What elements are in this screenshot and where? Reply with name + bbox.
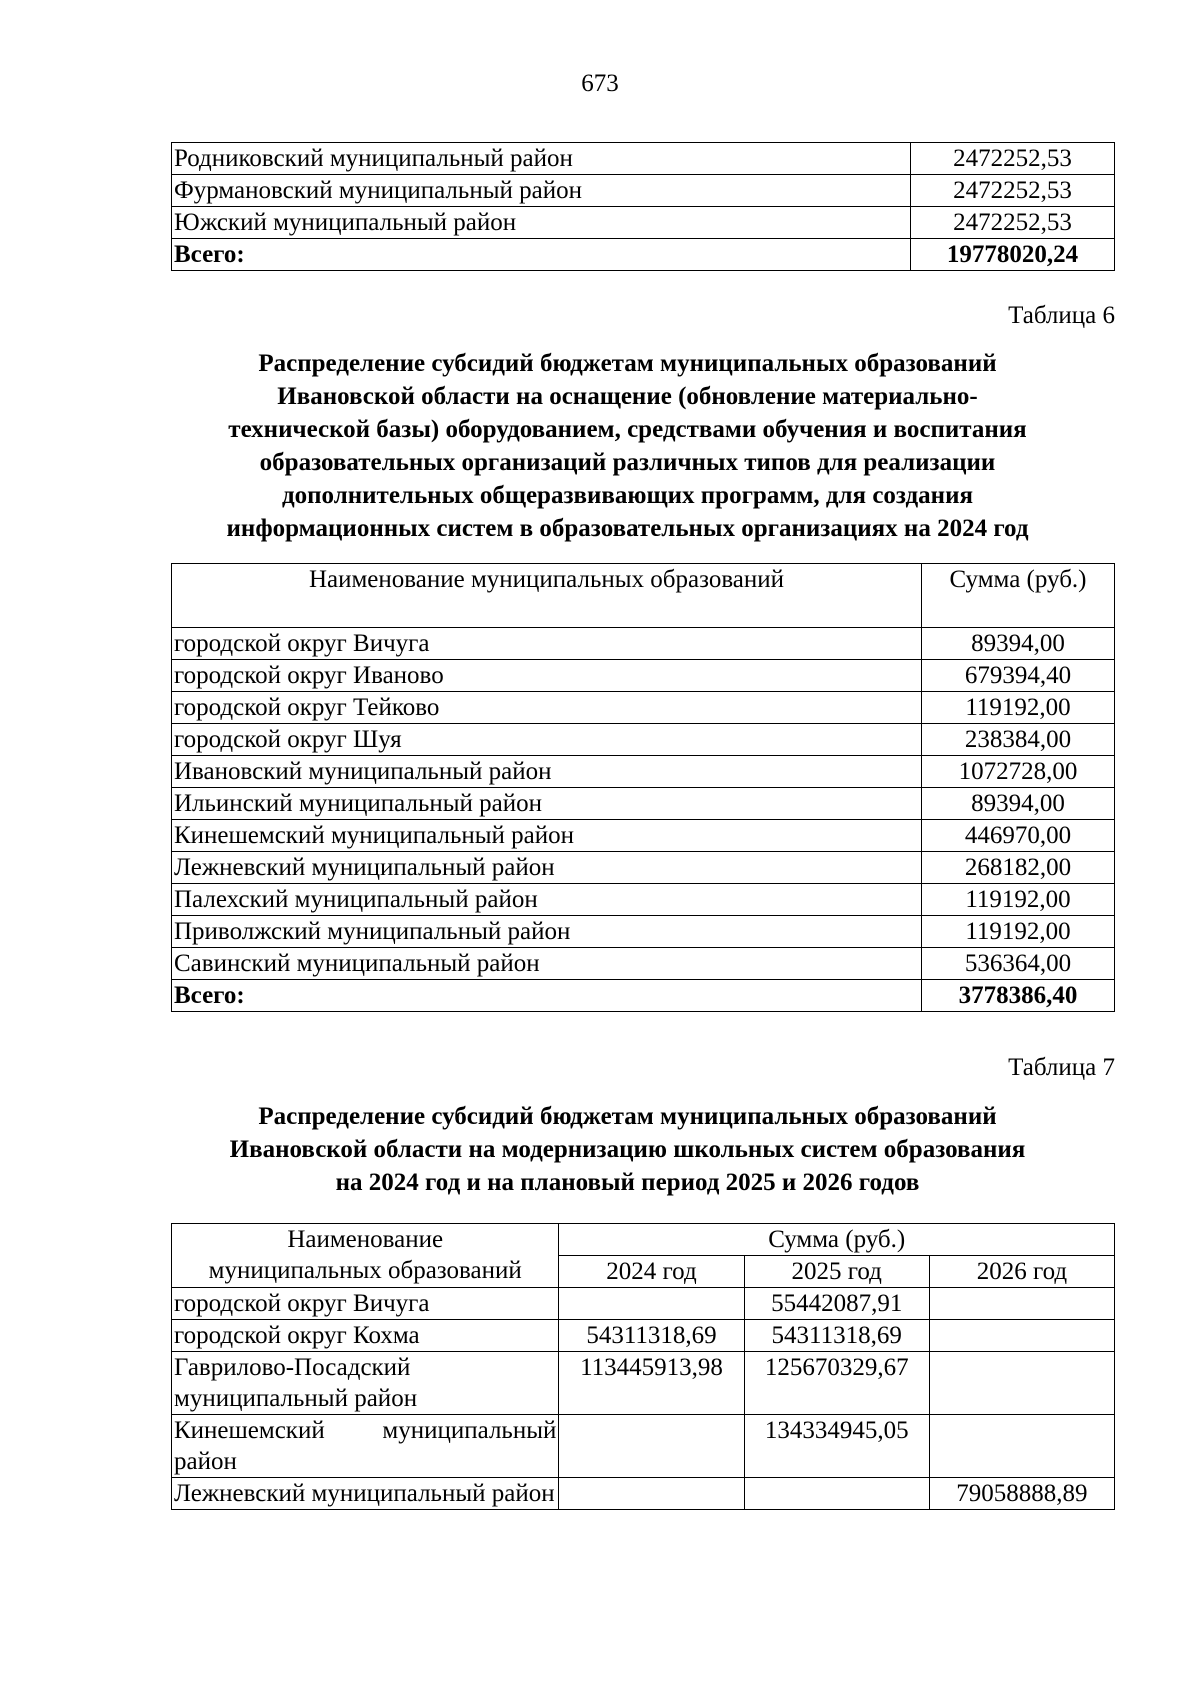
total-amount: 19778020,24 — [911, 239, 1115, 271]
amount-cell: 2472252,53 — [911, 143, 1115, 175]
district-name: Фурмановский муниципальный район — [172, 175, 911, 207]
column-header-name — [172, 1224, 559, 1288]
table-row — [172, 628, 1115, 660]
total-label: Всего: — [172, 980, 922, 1012]
table-row — [172, 660, 1115, 692]
amount-cell: 1072728,00 — [922, 756, 1115, 788]
total-label: Всего: — [172, 239, 911, 271]
table-row — [172, 724, 1115, 756]
amount-2024 — [559, 1288, 744, 1320]
district-name: городской округ Шуя — [172, 724, 922, 756]
amount-cell: 446970,00 — [922, 820, 1115, 852]
title-line: на 2024 год и на плановый период 2025 и 2026 годов — [335, 1169, 920, 1196]
table-row — [172, 884, 1115, 916]
table-row — [172, 948, 1115, 980]
amount-cell: 679394,40 — [922, 660, 1115, 692]
table-row — [172, 143, 1115, 175]
amount-2024 — [559, 1415, 744, 1478]
amount-cell: 119192,00 — [922, 692, 1115, 724]
amount-2026 — [929, 1288, 1114, 1320]
district-name: Лежневский муниципальный район — [172, 852, 922, 884]
title-line: дополнительных общеразвивающих программ, для создания — [281, 482, 973, 509]
table-7-title — [160, 1100, 1095, 1199]
amount-cell: 119192,00 — [922, 916, 1115, 948]
district-name: Ильинский муниципальный район — [172, 788, 922, 820]
amount-cell: 2472252,53 — [911, 175, 1115, 207]
column-header-2026: 2026 год — [929, 1256, 1114, 1288]
table-6-caption: Таблица 6 — [1008, 302, 1115, 329]
table-7 — [171, 1223, 1115, 1510]
amount-2025 — [744, 1478, 929, 1510]
amount-cell: 89394,00 — [922, 788, 1115, 820]
table-row — [172, 852, 1115, 884]
total-row — [172, 239, 1115, 271]
table-header-row — [172, 1224, 1115, 1256]
table-row — [172, 788, 1115, 820]
table-5-continuation — [171, 142, 1115, 271]
table-row — [172, 756, 1115, 788]
district-name: Кинешемский муниципальный район — [172, 820, 922, 852]
column-header-name: Наименование муниципальных образований — [172, 564, 922, 628]
district-name: Палехский муниципальный район — [172, 884, 922, 916]
table-row — [172, 916, 1115, 948]
district-name: городской округ Иваново — [172, 660, 922, 692]
title-line: информационных систем в образовательных организациях на 2024 год — [226, 515, 1029, 542]
title-line: технической базы) оборудованием, средствами обучения и воспитания — [228, 416, 1027, 443]
table-6-title — [160, 347, 1095, 545]
header-name-line: муниципальных образований — [208, 1257, 522, 1284]
district-name: Ивановский муниципальный район — [172, 756, 922, 788]
amount-cell: 119192,00 — [922, 884, 1115, 916]
amount-2026: 79058888,89 — [929, 1478, 1114, 1510]
table-row — [172, 1415, 1115, 1478]
column-header-amount: Сумма (руб.) — [559, 1224, 1115, 1256]
table-row — [172, 692, 1115, 724]
amount-2025: 134334945,05 — [744, 1415, 929, 1478]
table-row — [172, 1320, 1115, 1352]
district-name: городской округ Кохма — [172, 1320, 559, 1352]
amount-cell: 268182,00 — [922, 852, 1115, 884]
table-6 — [171, 563, 1115, 1012]
table-row — [172, 1288, 1115, 1320]
table-row — [172, 1478, 1115, 1510]
column-header-amount: Сумма (руб.) — [922, 564, 1115, 628]
total-row — [172, 980, 1115, 1012]
total-amount: 3778386,40 — [922, 980, 1115, 1012]
amount-2026 — [929, 1352, 1114, 1415]
amount-2025: 54311318,69 — [744, 1320, 929, 1352]
amount-cell: 536364,00 — [922, 948, 1115, 980]
table-row — [172, 820, 1115, 852]
amount-2025: 55442087,91 — [744, 1288, 929, 1320]
title-line: Распределение субсидий бюджетам муниципальных образований — [258, 1103, 997, 1130]
table-7-caption: Таблица 7 — [1008, 1054, 1115, 1081]
district-name: Приволжский муниципальный район — [172, 916, 922, 948]
district-name: городской округ Вичуга — [172, 628, 922, 660]
column-header-2025: 2025 год — [744, 1256, 929, 1288]
district-name: Лежневский муниципальный район — [172, 1478, 559, 1510]
table-row — [172, 1352, 1115, 1415]
table-row — [172, 207, 1115, 239]
amount-cell: 2472252,53 — [911, 207, 1115, 239]
amount-2026 — [929, 1320, 1114, 1352]
amount-2024 — [559, 1478, 744, 1510]
title-line: Ивановской области на оснащение (обновление материально- — [277, 383, 978, 410]
district-name: городской округ Тейково — [172, 692, 922, 724]
title-line: образовательных организаций различных типов для реализации — [259, 449, 996, 476]
column-header-2024: 2024 год — [559, 1256, 744, 1288]
amount-2026 — [929, 1415, 1114, 1478]
amount-cell: 238384,00 — [922, 724, 1115, 756]
page-number: 673 — [581, 70, 619, 97]
district-name: Гаврилово-Посадский муниципальный район — [172, 1352, 559, 1415]
amount-2024: 113445913,98 — [559, 1352, 744, 1415]
amount-2024: 54311318,69 — [559, 1320, 744, 1352]
table-row — [172, 175, 1115, 207]
title-line: Ивановской области на модернизацию школьных систем образования — [229, 1136, 1026, 1163]
district-name: Савинский муниципальный район — [172, 948, 922, 980]
district-name: городской округ Вичуга — [172, 1288, 559, 1320]
table-header-row — [172, 564, 1115, 628]
district-name: Южский муниципальный район — [172, 207, 911, 239]
amount-cell: 89394,00 — [922, 628, 1115, 660]
header-name-line: Наименование — [287, 1226, 444, 1253]
district-name: Родниковский муниципальный район — [172, 143, 911, 175]
district-name: Кинешемский муниципальный район — [172, 1415, 559, 1478]
amount-2025: 125670329,67 — [744, 1352, 929, 1415]
title-line: Распределение субсидий бюджетам муниципальных образований — [258, 350, 997, 377]
